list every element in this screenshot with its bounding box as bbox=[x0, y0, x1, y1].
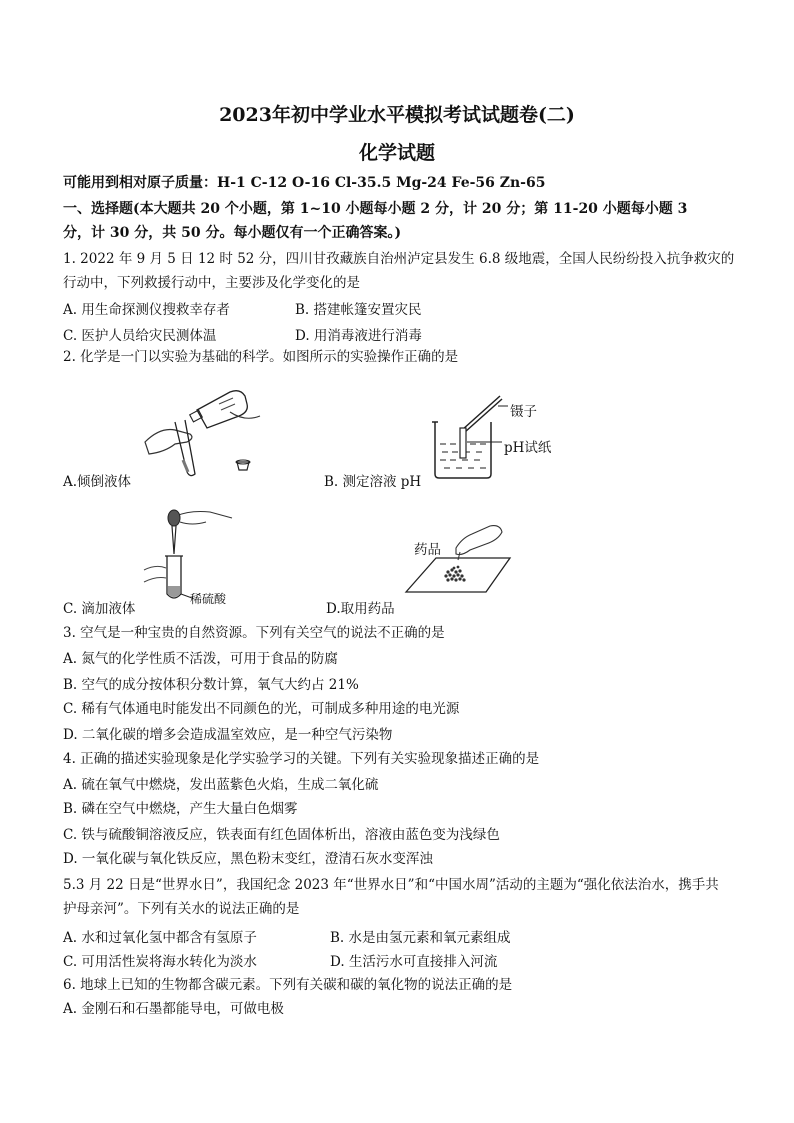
q3-option-a: A. 氮气的化学性质不活泼，可用于食品的防腐 bbox=[63, 651, 338, 667]
q5-stem-line1: 5.3 月 22 日是“世界水日”，我国纪念 2023 年“世界水日”和“中国水周”活动的主题为“强化依法治水，携手共 bbox=[63, 877, 719, 893]
dropping-liquid-figure bbox=[140, 506, 240, 602]
q4-option-c: C. 铁与硫酸铜溶液反应，铁表面有红色固体析出，溶液由蓝色变为浅绿色 bbox=[63, 827, 500, 843]
q5-option-b: B. 水是由氢元素和氧元素组成 bbox=[330, 930, 511, 946]
page-title: 2023年初中学业水平模拟考试试题卷(二) bbox=[219, 104, 575, 126]
q1-stem-line1: 1. 2022 年 9 月 5 日 12 时 52 分，四川甘孜藏族自治州泸定县发生 6.8 级地震，全国人民纷纷投入抗争救灾的 bbox=[63, 251, 735, 267]
q5-option-a: A. 水和过氧化氢中都含有氢原子 bbox=[63, 930, 257, 946]
q1-option-c: C. 医护人员给灾民测体温 bbox=[63, 328, 217, 344]
q2-stem: 2. 化学是一门以实验为基础的科学。如图所示的实验操作正确的是 bbox=[63, 349, 459, 365]
q4-option-d: D. 一氧化碳与氧化铁反应，黑色粉末变红，澄清石灰水变浑浊 bbox=[63, 851, 433, 867]
q3-option-d: D. 二氧化碳的增多会造成温室效应，是一种空气污染物 bbox=[63, 727, 393, 743]
q3-stem: 3. 空气是一种宝贵的自然资源。下列有关空气的说法不正确的是 bbox=[63, 625, 445, 641]
atomic-masses: 可能用到相对原子质量：H-1 C-12 O-16 Cl-35.5 Mg-24 Fe-56 Zn-65 bbox=[63, 175, 546, 191]
q5-option-c: C. 可用活性炭将海水转化为淡水 bbox=[63, 954, 257, 970]
q4-option-b: B. 磷在空气中燃烧，产生大量白色烟雾 bbox=[63, 801, 298, 817]
q4-option-a: A. 硫在氧气中燃烧，发出蓝紫色火焰，生成二氧化硫 bbox=[63, 777, 379, 793]
q2-option-c: C. 滴加液体 bbox=[63, 601, 136, 617]
q2-option-b: B. 测定溶液 pH bbox=[324, 474, 422, 490]
q1-stem-line2: 行动中，下列救援行动中，主要涉及化学变化的是 bbox=[63, 275, 360, 291]
ph-paper-label: pH试纸 bbox=[504, 440, 552, 456]
q2-option-d: D.取用药品 bbox=[326, 601, 395, 617]
q6-option-a: A. 金刚石和石墨都能导电，可做电极 bbox=[63, 1001, 284, 1017]
acid-label: 稀硫酸 bbox=[190, 592, 227, 606]
drug-label: 药品 bbox=[414, 542, 441, 558]
pouring-liquid-figure bbox=[135, 382, 265, 477]
q2-option-a: A.倾倒液体 bbox=[63, 474, 132, 490]
q3-option-c: C. 稀有气体通电时能发出不同颜色的光，可制成多种用途的电光源 bbox=[63, 701, 460, 717]
q5-option-d: D. 生活污水可直接排入河流 bbox=[330, 954, 498, 970]
page-subtitle: 化学试题 bbox=[358, 142, 435, 164]
q3-option-b: B. 空气的成分按体积分数计算，氧气大约占 21% bbox=[63, 677, 359, 693]
q1-option-b: B. 搭建帐篷安置灾民 bbox=[295, 302, 422, 318]
q1-option-d: D. 用消毒液进行消毒 bbox=[295, 328, 422, 344]
q5-stem-line2: 护母亲河”。下列有关水的说法正确的是 bbox=[63, 901, 300, 917]
q1-option-a: A. 用生命探测仪搜救幸存者 bbox=[63, 302, 230, 318]
q6-stem: 6. 地球上已知的生物都含碳元素。下列有关碳和碳的氧化物的说法正确的是 bbox=[63, 977, 513, 993]
tweezers-label: 镊子 bbox=[510, 404, 537, 420]
section-heading-line1: 一、选择题(本大题共 20 个小题，第 1~10 小题每小题 2 分，计 20 分；第 11-20 小题每小题 3 bbox=[63, 201, 688, 217]
section-heading-line2: 分，计 30 分，共 50 分。每小题仅有一个正确答案。) bbox=[63, 225, 402, 241]
q4-stem: 4. 正确的描述实验现象是化学实验学习的关键。下列有关实验现象描述正确的是 bbox=[63, 751, 540, 767]
